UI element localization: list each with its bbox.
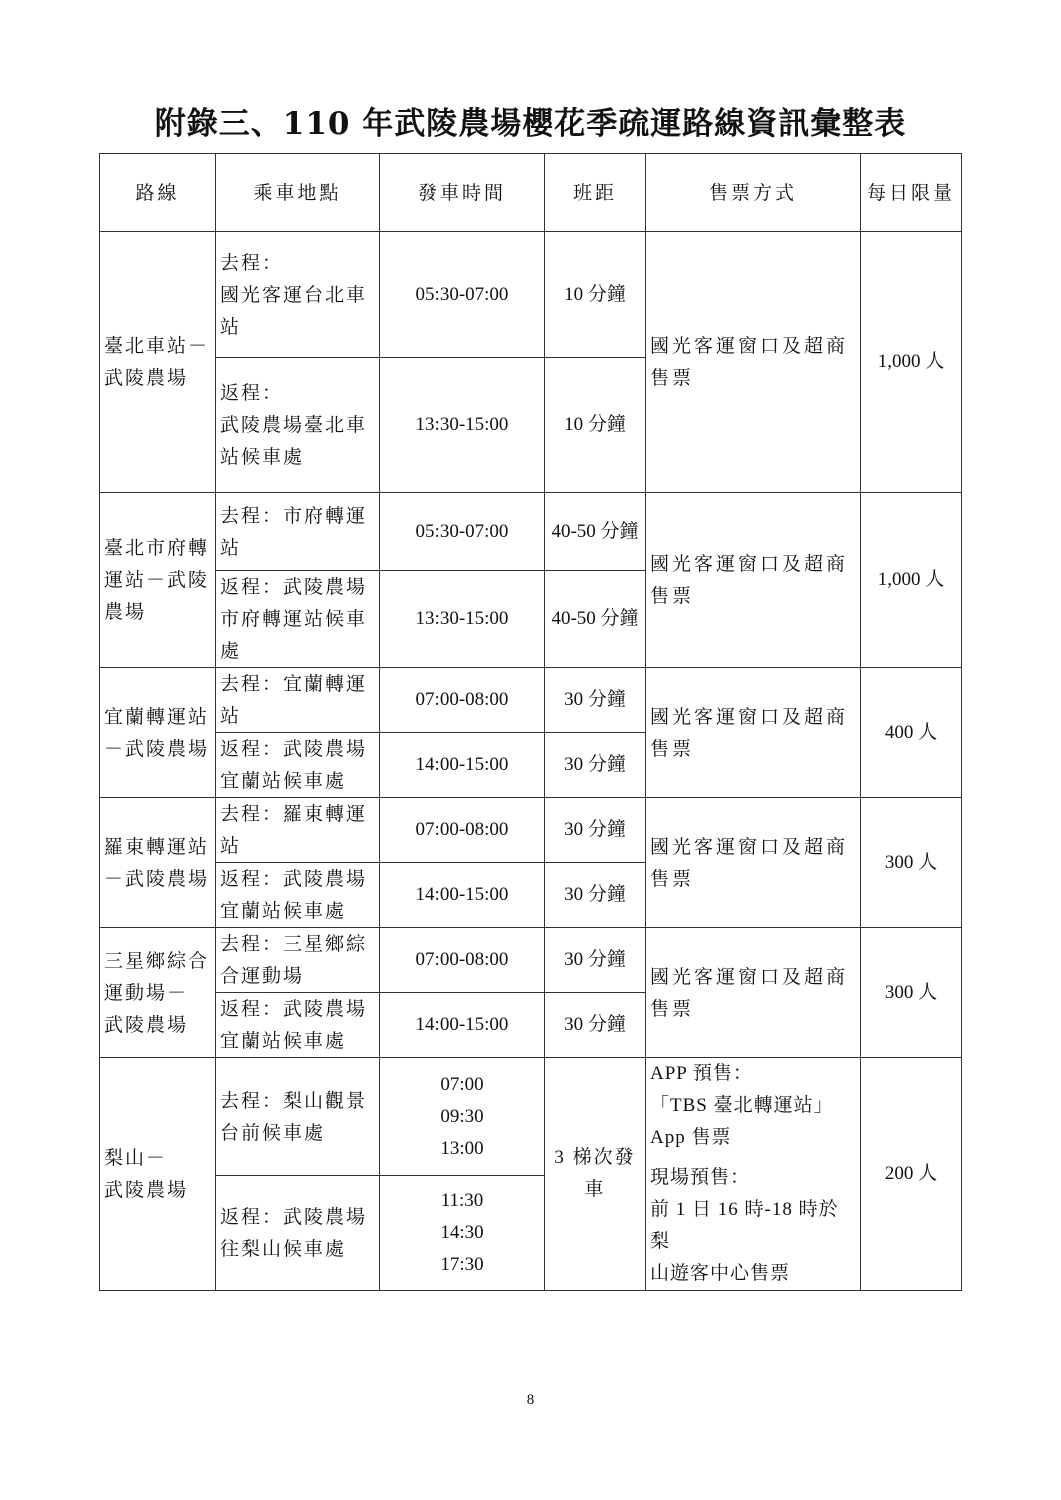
header-interval: 班距 <box>545 154 646 232</box>
time-cell: 07:00-08:00 <box>380 668 545 733</box>
table-row <box>100 1058 962 1176</box>
time-cell: 13:30-15:00 <box>380 358 545 493</box>
interval-cell: 3 梯次發 車 <box>545 1058 646 1291</box>
route-info-table <box>99 153 962 1291</box>
time-cell: 05:30-07:00 <box>380 232 545 358</box>
route-cell: 臺北市府轉 運站－武陵 農場 <box>100 493 216 668</box>
interval-cell: 40-50 分鐘 <box>545 493 646 571</box>
route-cell: 宜蘭轉運站 －武陵農場 <box>100 668 216 798</box>
time-cell: 13:30-15:00 <box>380 571 545 668</box>
header-daily-limit: 每日限量 <box>861 154 962 232</box>
header-boarding-location: 乘車地點 <box>216 154 380 232</box>
location-cell: 返程：武陵農場 往梨山候車處 <box>216 1176 380 1291</box>
time-cell: 07:00-08:00 <box>380 798 545 863</box>
location-cell: 去程： 國光客運台北車 站 <box>216 232 380 358</box>
location-cell: 去程：市府轉運 站 <box>216 493 380 571</box>
route-cell: 臺北車站－ 武陵農場 <box>100 232 216 493</box>
location-cell: 返程：武陵農場 宜蘭站候車處 <box>216 733 380 798</box>
route-cell: 羅東轉運站 －武陵農場 <box>100 798 216 928</box>
page-title: 附錄三、110 年武陵農場櫻花季疏運路線資訊彙整表 <box>154 106 907 142</box>
interval-cell: 30 分鐘 <box>545 928 646 993</box>
time-cell: 14:00-15:00 <box>380 863 545 928</box>
interval-cell: 10 分鐘 <box>545 232 646 358</box>
location-cell: 去程：宜蘭轉運 站 <box>216 668 380 733</box>
table-row <box>100 232 962 358</box>
limit-cell: 300 人 <box>861 928 962 1058</box>
limit-cell: 300 人 <box>861 798 962 928</box>
table-row <box>100 668 962 733</box>
sale-cell: 國光客運窗口及超商 售票 <box>646 798 861 928</box>
sale-cell: 國光客運窗口及超商 售票 <box>646 928 861 1058</box>
table-row <box>100 798 962 863</box>
limit-cell: 1,000 人 <box>861 493 962 668</box>
interval-cell: 30 分鐘 <box>545 798 646 863</box>
time-cell: 07:00-08:00 <box>380 928 545 993</box>
table-row <box>100 493 962 571</box>
location-cell: 去程：羅東轉運 站 <box>216 798 380 863</box>
interval-cell: 30 分鐘 <box>545 668 646 733</box>
interval-cell: 40-50 分鐘 <box>545 571 646 668</box>
location-cell: 返程：武陵農場 宜蘭站候車處 <box>216 863 380 928</box>
interval-cell: 30 分鐘 <box>545 863 646 928</box>
route-cell: 三星鄉綜合 運動場－ 武陵農場 <box>100 928 216 1058</box>
sale-cell: 國光客運窗口及超商 售票 <box>646 493 861 668</box>
location-cell: 返程：武陵農場 宜蘭站候車處 <box>216 993 380 1058</box>
time-cell: 07:00 09:30 13:00 <box>380 1058 545 1176</box>
location-cell: 返程： 武陵農場臺北車 站候車處 <box>216 358 380 493</box>
interval-cell: 30 分鐘 <box>545 993 646 1058</box>
header-ticket-sale: 售票方式 <box>646 154 861 232</box>
location-cell: 去程：三星鄉綜 合運動場 <box>216 928 380 993</box>
interval-cell: 10 分鐘 <box>545 358 646 493</box>
location-cell: 去程：梨山觀景 台前候車處 <box>216 1058 380 1176</box>
header-route: 路線 <box>100 154 216 232</box>
header-departure-time: 發車時間 <box>380 154 545 232</box>
sale-cell: 國光客運窗口及超商 售票 <box>646 232 861 493</box>
page-number: 8 <box>526 1392 535 1408</box>
table-row <box>100 928 962 993</box>
header-row <box>100 154 962 232</box>
interval-cell: 30 分鐘 <box>545 733 646 798</box>
location-cell: 返程：武陵農場 市府轉運站候車 處 <box>216 571 380 668</box>
time-cell: 11:30 14:30 17:30 <box>380 1176 545 1291</box>
time-cell: 05:30-07:00 <box>380 493 545 571</box>
time-cell: 14:00-15:00 <box>380 733 545 798</box>
sale-cell: APP 預售： 「TBS 臺北轉運站」 App 售票 現場預售： 前 1 日 16 時-18 時於梨 山遊客中心售票 <box>646 1058 861 1291</box>
route-cell: 梨山－ 武陵農場 <box>100 1058 216 1291</box>
time-cell: 14:00-15:00 <box>380 993 545 1058</box>
limit-cell: 200 人 <box>861 1058 962 1291</box>
limit-cell: 1,000 人 <box>861 232 962 493</box>
sale-cell: 國光客運窗口及超商 售票 <box>646 668 861 798</box>
limit-cell: 400 人 <box>861 668 962 798</box>
